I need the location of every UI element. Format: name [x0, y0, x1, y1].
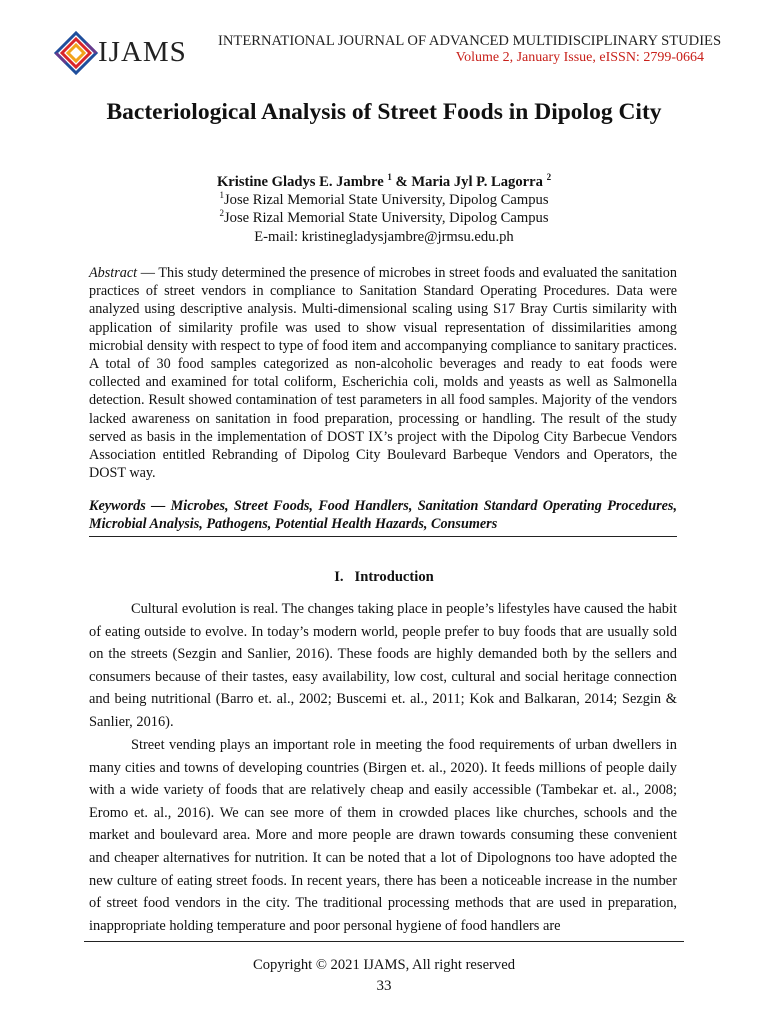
intro-paragraph-1: Cultural evolution is real. The changes taking place in people’s lifestyles have caused the habit of eating outside to evolve. In today’s modern world, people prefer to buy foods that are usually sold on the streets (Sezgin and Sanlier, 2016). These foods are highly demanded both by the sellers and consumers because of their tastes, easy availability, low cost, cultural and social heritage connection and being nutritional (Barro et. al., 2002; Buscemi et. al., 2011; Kok and Balkaran, 2014; Sezgin & Sanlier, 2016).: [89, 601, 677, 730]
affiliation-1-mark: 1: [219, 190, 224, 201]
author-1-mark: 1: [387, 172, 392, 183]
abstract-text: — This study determined the presence of microbes in street foods and evaluated the sanitation practices of street vendors in compliance to Sanitation Standard Operating Procedures. Data were analyzed using descriptive analysis. Multi-dimensional scaling using S17 Bray Curtis similarity with application of similarity profile was used to show visual representation of dissimilarities among microbial density with respect to type of food item and accompanying compliance to sanitary practices. A total of 30 food samples categorized as non-alcoholic beverages and ready to eat foods were collected and examined for total coliform, Escherichia coli, molds and yeasts as well as Salmonella detection. Result showed contamination of test parameters in all food samples. Majority of the vendors lacked awareness on sanitation in food preparation, processing or handling. The result of the study served as basis in the implementation of DOST IX’s project with the Dipolog City Barbecue Vendors Association entitled Rebranding of Dipolog City Boulevard Barbeque Vendors and Operators, the DOST way.: [89, 265, 677, 482]
paper-title: Bacteriological Analysis of Street Foods in Dipolog City: [106, 99, 662, 125]
intro-paragraph-2: Street vending plays an important role in meeting the food requirements of urban dwellers in many cities and towns of developing countries (Birgen et. al., 2020). It feeds millions of people daily with a wide variety of foods that are relatively cheap and easily accessible (Tambekar et. al., 2008; Eromo et. al., 2016). We can see more of them in crowded places like churches, schools and the market and boulevard area. More and more people are drawn towards consuming these convenient and cheaper alternatives for nutrition. It can be noted that a lot of Dipolognons too have adopted the new culture of eating street foods. In recent years, there has been a noticeable increase in the number of street food vendors in the city. The traditional processing methods that are used in preparation, inappropriate holding temperature and poor personal hygiene of food handlers are: [89, 737, 677, 934]
affiliation-2: [84, 210, 684, 227]
author-1: Kristine Gladys E. Jambre: [216, 174, 388, 190]
affiliation-1: [84, 192, 684, 209]
author-2: Maria Jyl P. Lagorra: [411, 174, 547, 190]
author-separator: &: [391, 174, 412, 190]
page-number: 33: [376, 978, 392, 994]
section-title: Introduction: [354, 569, 434, 585]
footer-divider: [84, 941, 684, 942]
abstract: [89, 264, 677, 482]
affiliation-2-text: Jose Rizal Memorial State University, Dipolog Campus: [223, 210, 549, 226]
keywords-underline: [89, 536, 677, 537]
section-number: I.: [334, 569, 344, 585]
affiliation-1-text: Jose Rizal Memorial State University, Dipolog Campus: [223, 192, 549, 208]
section-heading: [84, 569, 684, 586]
ijams-logo-icon: [52, 28, 100, 78]
author-2-mark: 2: [546, 172, 552, 183]
journal-name: INTERNATIONAL JOURNAL OF ADVANCED MULTIDISCIPLINARY STUDIES: [218, 33, 722, 49]
logo-text: IJAMS: [98, 36, 187, 68]
footer-copyright: Copyright © 2021 IJAMS, All right reserved: [252, 957, 515, 973]
journal-issue: Volume 2, January Issue, eISSN: 2799-0664: [455, 50, 704, 65]
authors: [84, 174, 684, 191]
keywords: Keywords — Microbes, Street Foods, Food Handlers, Sanitation Standard Operating Procedures, Microbial Analysis, Pathogens, Potential Health Hazards, Consumers: [89, 498, 677, 533]
author-email: E-mail: kristinegladysjambre@jrmsu.edu.ph: [254, 229, 514, 245]
affiliation-2-mark: 2: [219, 208, 224, 219]
abstract-label: Abstract: [89, 265, 138, 281]
